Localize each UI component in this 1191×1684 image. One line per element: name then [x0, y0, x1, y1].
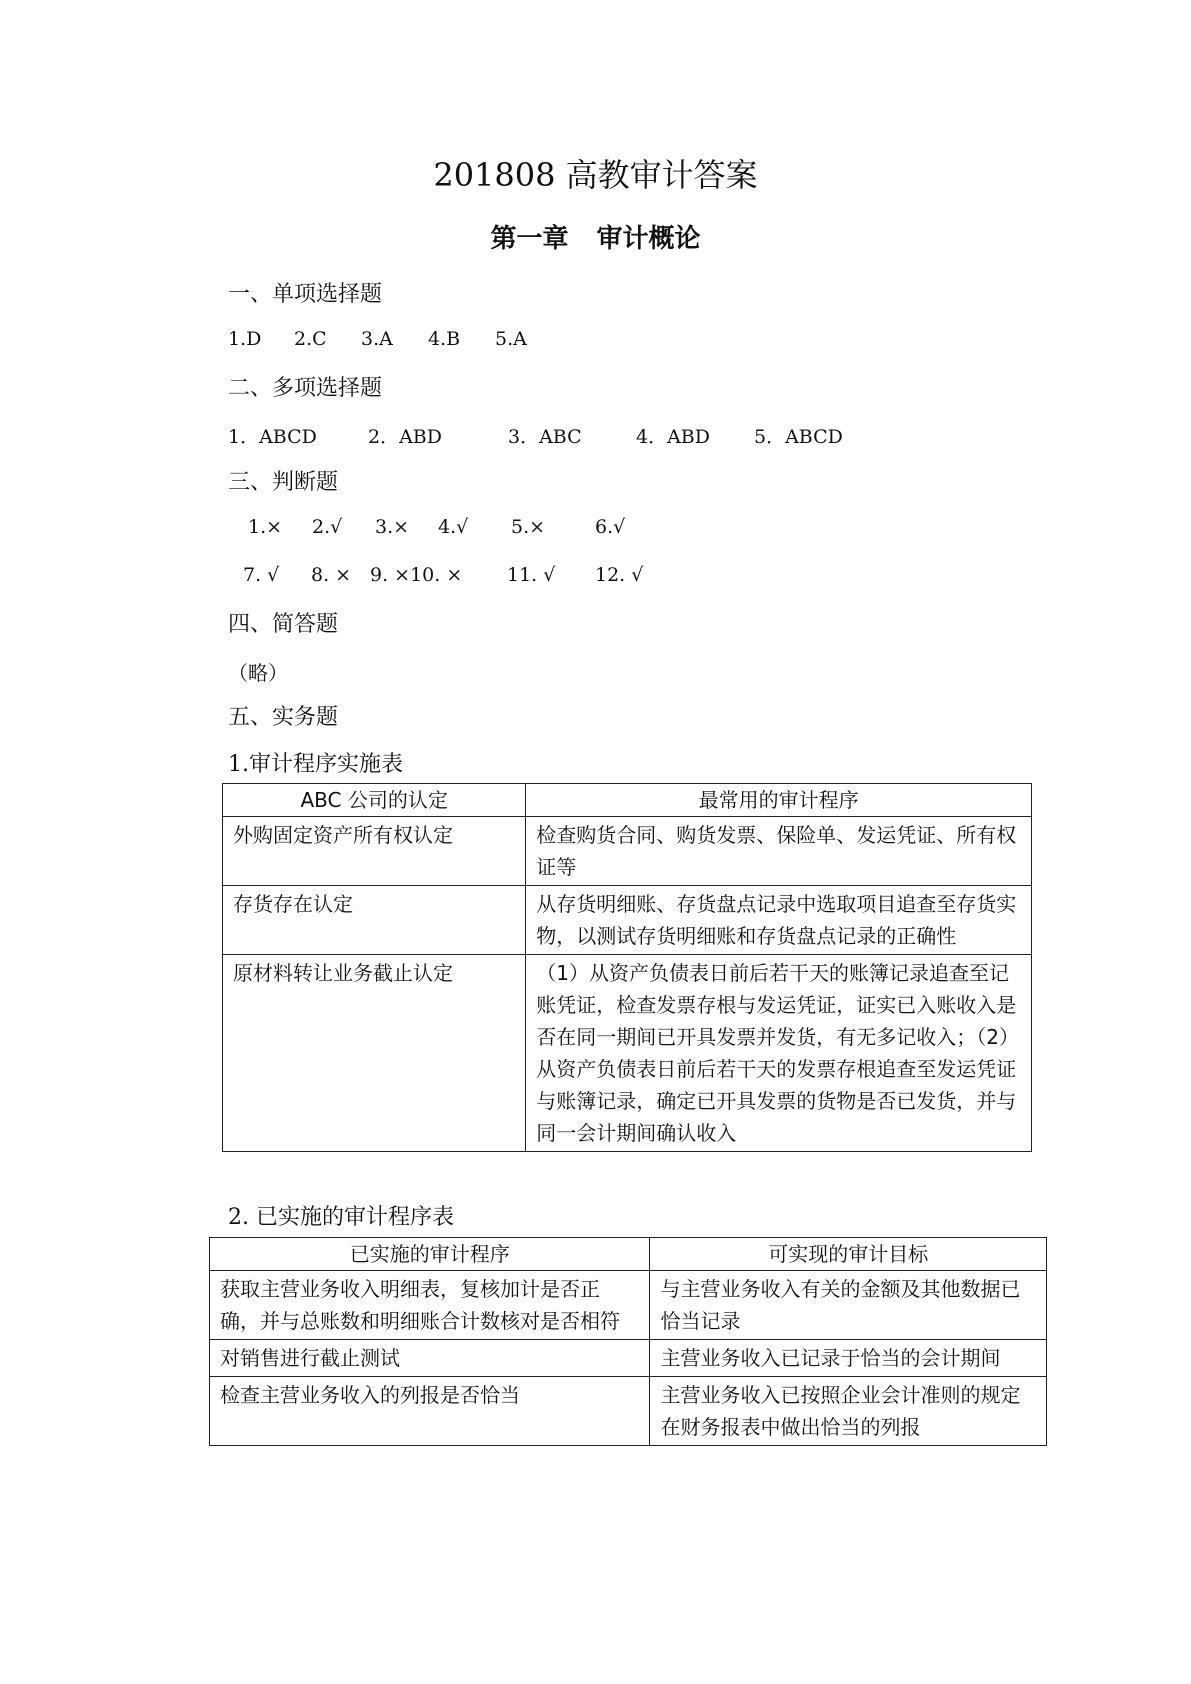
answer-sc-1: 1.D — [228, 328, 262, 350]
section-single-choice: 一、单项选择题 — [228, 282, 383, 307]
table-cell: 检查购货合同、购货发票、保险单、发运凭证、所有权证等 — [526, 817, 1032, 886]
table-row — [210, 1271, 1047, 1340]
answer-j-7: 7. √ — [243, 564, 280, 586]
table-row — [210, 1340, 1047, 1377]
answer-sc-5: 5.A — [495, 328, 527, 350]
document-title: 201808 高教审计答案 — [433, 156, 758, 194]
table-cell: 主营业务收入已按照企业会计准则的规定在财务报表中做出恰当的列报 — [650, 1377, 1047, 1446]
section-short-answer: 四、简答题 — [228, 612, 339, 637]
chapter-name: 审计概论 — [596, 224, 701, 254]
answer-mc-3: 3．ABC — [508, 426, 582, 448]
answer-j-4: 4.√ — [438, 516, 469, 538]
table-cell: （1）从资产负债表日前后若干天的账簿记录追查至记账凭证，检查发票存根与发运凭证，证实已入账收入是否在同一期间已开具发票并发货，有无多记收入；（2）从资产负债表日前后若干天的发票存根追查至发运凭证与账簿记录，确定已开具发票的货物是否已发货，并与同一会计期间确认收入 — [526, 955, 1032, 1152]
table-header-cell: 可实现的审计目标 — [650, 1238, 1047, 1271]
answer-j-6: 6.√ — [595, 516, 626, 538]
answer-sc-3: 3.A — [361, 328, 393, 350]
answer-j-1: 1.× — [248, 516, 283, 538]
answer-j-12: 12. √ — [595, 564, 644, 586]
implemented-procedure-table — [209, 1237, 1047, 1446]
short-answer-text: （略） — [228, 661, 288, 685]
answer-j-3: 3.× — [375, 516, 410, 538]
answer-j-9-10: 9. ×10. × — [370, 564, 463, 586]
table-row — [210, 1377, 1047, 1446]
answer-mc-5: 5．ABCD — [754, 426, 843, 448]
table-cell: 获取主营业务收入明细表，复核加计是否正确，并与总账数和明细账合计数核对是否相符 — [210, 1271, 650, 1340]
table-cell: 原材料转让业务截止认定 — [223, 955, 526, 1152]
table-header-cell: ABC 公司的认定 — [223, 784, 526, 817]
table-cell: 对销售进行截止测试 — [210, 1340, 650, 1377]
answer-j-8: 8. × — [311, 564, 352, 586]
table1-caption: 1.审计程序实施表 — [228, 752, 403, 777]
table-header-cell: 已实施的审计程序 — [210, 1238, 650, 1271]
table-cell: 外购固定资产所有权认定 — [223, 817, 526, 886]
table2-caption: 2. 已实施的审计程序表 — [228, 1205, 454, 1230]
answer-sc-4: 4.B — [428, 328, 461, 350]
table-row — [223, 817, 1032, 886]
answer-j-11: 11. √ — [507, 564, 556, 586]
table-cell: 检查主营业务收入的列报是否恰当 — [210, 1377, 650, 1446]
table-header-row — [210, 1238, 1047, 1271]
table-cell: 主营业务收入已记录于恰当的会计期间 — [650, 1340, 1047, 1377]
section-multi-choice: 二、多项选择题 — [228, 376, 383, 401]
table-cell: 存货存在认定 — [223, 886, 526, 955]
section-judgment: 三、判断题 — [228, 470, 339, 495]
answer-sc-2: 2.C — [294, 328, 327, 350]
table-cell: 与主营业务收入有关的金额及其他数据已恰当记录 — [650, 1271, 1047, 1340]
chapter-number: 第一章 — [490, 224, 569, 254]
table-cell: 从存货明细账、存货盘点记录中选取项目追查至存货实物，以测试存货明细账和存货盘点记录的正确性 — [526, 886, 1032, 955]
chapter-heading — [0, 218, 1191, 255]
table-row — [223, 886, 1032, 955]
answer-mc-2: 2．ABD — [368, 426, 443, 448]
table-header-row — [223, 784, 1032, 817]
answer-j-2: 2.√ — [312, 516, 343, 538]
table-header-cell: 最常用的审计程序 — [526, 784, 1032, 817]
audit-procedure-table — [222, 783, 1032, 1152]
table-row — [223, 955, 1032, 1152]
section-practice: 五、实务题 — [228, 705, 339, 730]
answer-mc-4: 4．ABD — [636, 426, 711, 448]
answer-mc-1: 1．ABCD — [228, 426, 317, 448]
answer-j-5: 5.× — [511, 516, 546, 538]
